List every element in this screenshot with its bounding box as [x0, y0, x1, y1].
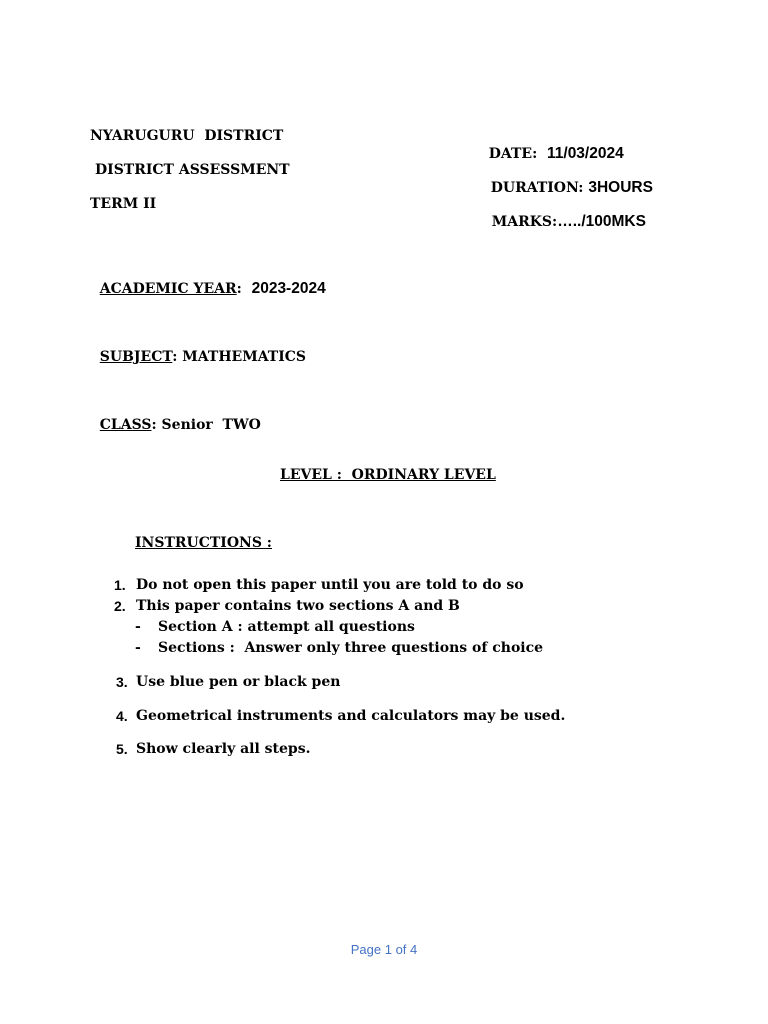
district-name: NYARUGURU DISTRICT: [90, 128, 284, 144]
term: TERM II: [90, 196, 157, 212]
instruction-number: 4.: [116, 708, 128, 724]
subitem-bullet: -: [135, 619, 141, 635]
marks-value: …../100MKS: [557, 213, 646, 230]
academic-year-value: 2023-2024: [251, 280, 326, 297]
instruction-text: Use blue pen or black pen: [136, 674, 341, 690]
date-label: DATE:: [488, 146, 538, 162]
instructions-heading: INSTRUCTIONS :: [135, 535, 272, 551]
marks-label: MARKS:: [491, 214, 558, 230]
assessment-title: DISTRICT ASSESSMENT: [95, 162, 290, 178]
academic-year: ACADEMIC YEAR: 2023-2024: [99, 280, 326, 297]
instruction-number: 2.: [114, 598, 126, 614]
class: [90, 398, 261, 434]
class-value: : Senior TWO: [151, 417, 261, 433]
subject-value: : MATHEMATICS: [172, 349, 307, 365]
subitem-text: Sections : Answer only three questions of choice: [158, 640, 544, 656]
instruction-text: Do not open this paper until you are told to do so: [136, 577, 524, 593]
page-number: Page 1 of 4: [350, 942, 418, 957]
instruction-text: This paper contains two sections A and B: [136, 598, 460, 614]
subject-label: SUBJECT: [99, 349, 173, 365]
exam-marks: [482, 195, 646, 231]
instruction-number: 5.: [116, 741, 128, 757]
date-value: 11/03/2024: [547, 145, 624, 162]
level: LEVEL : ORDINARY LEVEL: [280, 467, 496, 483]
duration-value: 3HOURS: [588, 179, 653, 196]
instruction-text: Geometrical instruments and calculators may be used.: [136, 708, 566, 724]
instruction-number: 1.: [114, 577, 126, 593]
academic-year-label: ACADEMIC YEAR: [99, 281, 237, 297]
exam-duration: [481, 161, 653, 197]
duration-label: DURATION:: [490, 180, 584, 196]
subitem-text: Section A : attempt all questions: [158, 619, 415, 635]
subitem-bullet: -: [135, 640, 141, 656]
instruction-text: Show clearly all steps.: [136, 741, 311, 757]
subject: [90, 330, 306, 366]
instruction-number: 3.: [116, 674, 128, 690]
exam-date: [479, 127, 624, 163]
class-label: CLASS: [99, 417, 152, 433]
